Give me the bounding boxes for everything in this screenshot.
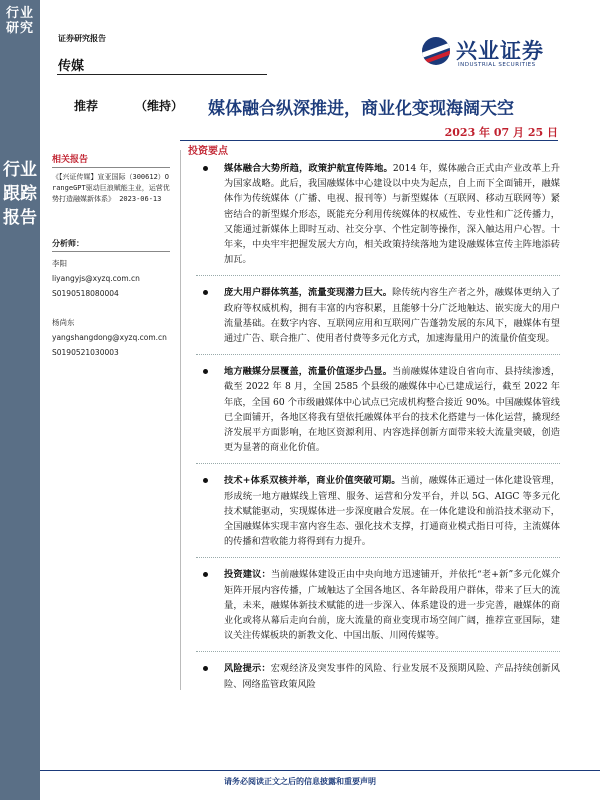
column-divider [180, 150, 181, 690]
logo-subtitle: INDUSTRIAL SECURITIES [458, 62, 536, 68]
bullet-icon [203, 166, 208, 171]
analyst-cert: S0190518080004 [52, 289, 119, 298]
report-title: 媒体融合纵深推进，商业化变现海阔天空 [208, 99, 514, 119]
key-point-lead: 风险提示： [224, 663, 271, 675]
header-divider [57, 74, 267, 75]
key-point [196, 364, 560, 464]
report-date: 2023 年 07 月 25 日 [444, 126, 558, 139]
key-point [196, 473, 560, 558]
rating-status: （维持） [135, 99, 184, 113]
key-points-list [196, 161, 560, 709]
analyst-cert: S0190521030003 [52, 348, 119, 357]
title-divider [180, 140, 558, 141]
key-point [196, 285, 560, 355]
key-point-text: 当前融媒体建设正由中央向地方迅速铺开，并依托“老+新”多元化媒介矩阵开展内容传播，广域触达了全国各地区、各年龄段用户群体，带来了巨大的流量，未来，融媒体新技术赋能的进一步深入、体系建设的进一步完善，融媒体的商业化或将从幕后走向台前，庞大流量的商业变现市场空间广阔，推荐宣亚国际，建议关注传媒板块的新教文化、中国出版、川网传媒等。 [224, 569, 561, 642]
logo-name: 兴业证券 [456, 39, 544, 63]
analyst-email[interactable]: liyangyjs@xyzq.com.cn [52, 274, 140, 283]
industry-label: 传媒 [58, 59, 85, 74]
key-point-lead: 地方融媒分层覆盖，流量价值逐步凸显。 [224, 366, 393, 378]
footer-disclaimer: 请务必阅读正文之后的信息披露和重要声明 [224, 777, 376, 786]
key-point-lead: 媒体融合大势所趋，政策护航宣传阵地。 [224, 163, 393, 174]
key-point-text: 当前，融媒体正通过一体化建设管理，形成统一地方融媒线上管理、服务、运营和分发平台，并以 5G、AIGC 等多元化技术赋能驱动，实现媒体进一步深度融合发展。在一体化建设和前沿技术驱动下，全国融媒体实现丰富内容生态、强化技术支撑，打通商业模式指日可待，主流媒体的传播和营收能力将得到有力提升。 [224, 475, 560, 548]
analyst-name: 杨尚东 [52, 318, 75, 327]
key-point-lead: 技术+体系双核并举，商业价值突破可期。 [224, 475, 401, 487]
key-point [196, 161, 560, 276]
key-point-text: 2014 年，媒体融合正式由产业改革上升为国家战略。此后，我国融媒体中心建设以中央为起点，自上而下全面铺开，融媒体作为传统媒体（广播、电视、报刊等）与新型媒体（互联网、移动互联网等）紧密结合的新型媒介形态，既能充分利用传统媒体的权威性、专业性和广泛传播力，又能通过新媒体上即时互动、社交分享、个性定制等操作，深入触达用户心智。十年来，中央牢牢把握发展大方向，相关政策持续落地为建设融媒体宣传主阵地添砖加瓦。 [224, 163, 560, 266]
key-point-lead: 投资建议： [224, 569, 271, 581]
key-point-text: 除传统内容生产者之外，融媒体更纳入了政府等权威机构，拥有丰富的内容积累，且能够十分广泛地触达、嵌实庞大的用户流量基础。在数字内容、互联网应用和互联网广告蓬勃发展的东风下，融媒体有望通过广告、联合推广、使用者付费等多元化方式，加速海量用户的流量价值变现。 [224, 287, 561, 345]
analyst-email[interactable]: yangshangdong@xyzq.com.cn [52, 333, 167, 342]
side-banner-middle-text: 行业跟踪报告 [3, 160, 37, 228]
key-point [196, 567, 560, 652]
footer-divider [40, 770, 600, 771]
key-point-lead: 庞大用户群体筑基，流量变现潜力巨大。 [224, 287, 393, 299]
analyst-entry [52, 315, 170, 360]
analyst-heading: 分析师： [52, 238, 170, 252]
bullet-icon [203, 369, 208, 374]
side-banner-top-text: 行业研究 [5, 6, 34, 36]
bullet-icon [203, 478, 208, 483]
rating-label: 推荐 [74, 99, 99, 113]
report-type-label: 证券研究报告 [58, 34, 106, 43]
related-reports-heading: 相关报告 [52, 152, 170, 168]
analyst-name: 李阳 [52, 259, 67, 268]
bullet-icon [203, 572, 208, 577]
key-point-text: 宏观经济及突发事件的风险、行业发展不及预期风险、产品持续创新风险、网络监管政策风险 [224, 663, 560, 690]
related-report-link[interactable]: 《【兴证传媒】宣亚国际（300612）OrangeGPT驱动巨浪赋能主业，运营优势打造融媒新体系》 2023-06-13 [52, 173, 170, 203]
logo-mark-icon [422, 37, 450, 65]
bullet-icon [203, 290, 208, 295]
key-point-text: 当前融媒体建设自省向市、县持续渗透，截至 2022 年 8 月，全国 2585 个县级的融媒体中心已建成运行，截至 2022 年年底，全国 60 个市级融媒体中心试点已完成机构整合接近 90%。中国融媒体管线已全面铺开，各地区将我有望依托融媒体平台的技术化搭建与一体化运营，撬现经济发展平方面影响，在地区资源利用、内容选择创新方面带来较大流量突破，创造更为显著的商业化价值。 [224, 366, 561, 454]
analyst-entry [52, 256, 170, 301]
key-points-label: 投资要点 [188, 146, 228, 157]
bullet-icon [203, 666, 208, 671]
company-logo [422, 37, 582, 71]
side-banner [0, 0, 40, 800]
key-point [196, 661, 560, 699]
sidebar [52, 152, 170, 374]
